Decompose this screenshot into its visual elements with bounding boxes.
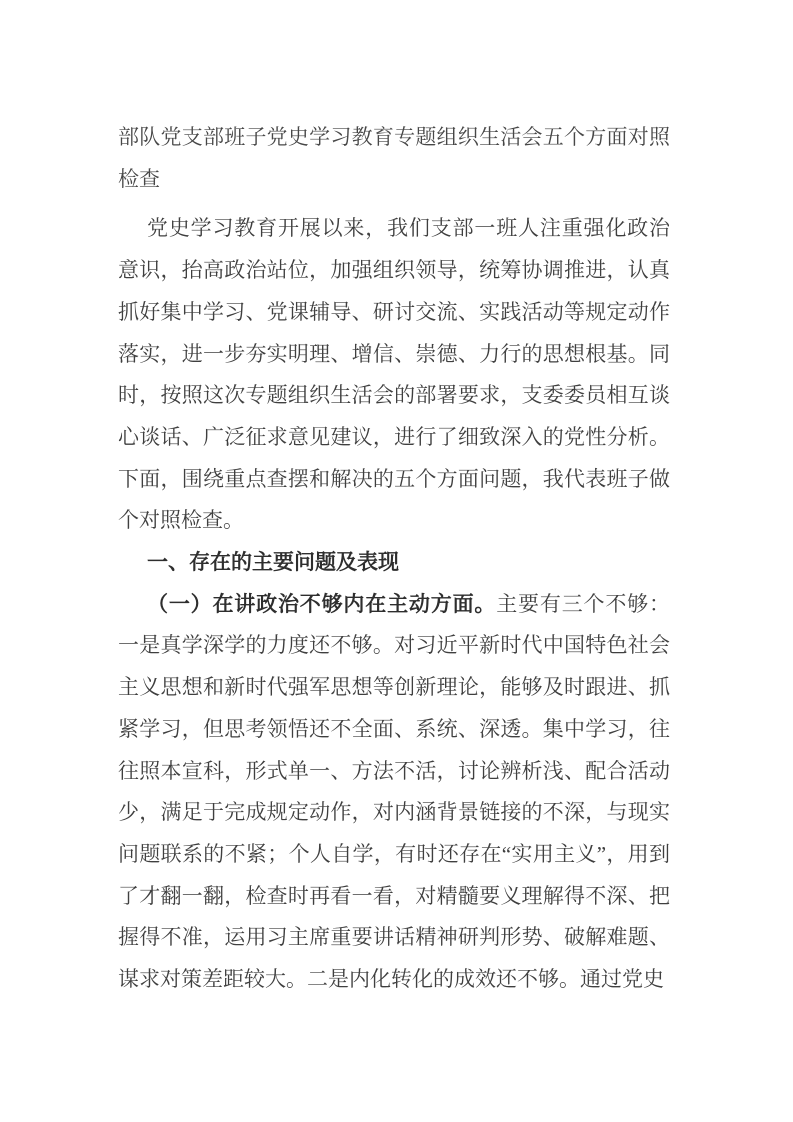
subsection-1-text: 主要有三个不够：一是真学深学的力度还不够。对习近平新时代中国特色社会主义思想和新时代强军思想等创新理论，能够及时跟进、抓紧学习，但思考领悟还不全面、系统、深透。集中学习，往往照本宣科，形式单一、方法不活，讨论辨析浅、配合活动少，满足于完成规定动作，对内涵背景链接的不深，与现实问题联系的不紧；个人自学，有时还存在“实用主义”，用到了才翻一翻，检查时再看一看，对精髓要义理解得不深、把握得不准，运用习主席重要讲话精神研判形势、破解难题、谋求对策差距较大。二是内化转化的成效还不够。通过党史 [118, 591, 671, 992]
section-1-heading: 一、存在的主要问题及表现 [147, 550, 399, 575]
subsection-1-lead: （一）在讲政治不够内在主动方面。 [147, 591, 497, 616]
document-title: 部队党支部班子党史学习教育专题组织生活会五个方面对照检查 [118, 125, 670, 191]
document-content [118, 117, 670, 1001]
intro-paragraph: 党史学习教育开展以来，我们支部一班人注重强化政治意识，抬高政治站位，加强组织领导，统筹协调推进，认真抓好集中学习、党课辅导、研讨交流、实践活动等规定动作落实，进一步夯实明理、增信、崇德、力行的思想根基。同时，按照这次专题组织生活会的部署要求，支委委员相互谈心谈话、广泛征求意见建议，进行了细致深入的党性分析。下面，围绕重点查摆和解决的五个方面问题，我代表班子做个对照检查。 [118, 216, 670, 533]
subsection-1-paragraph [118, 584, 670, 1001]
